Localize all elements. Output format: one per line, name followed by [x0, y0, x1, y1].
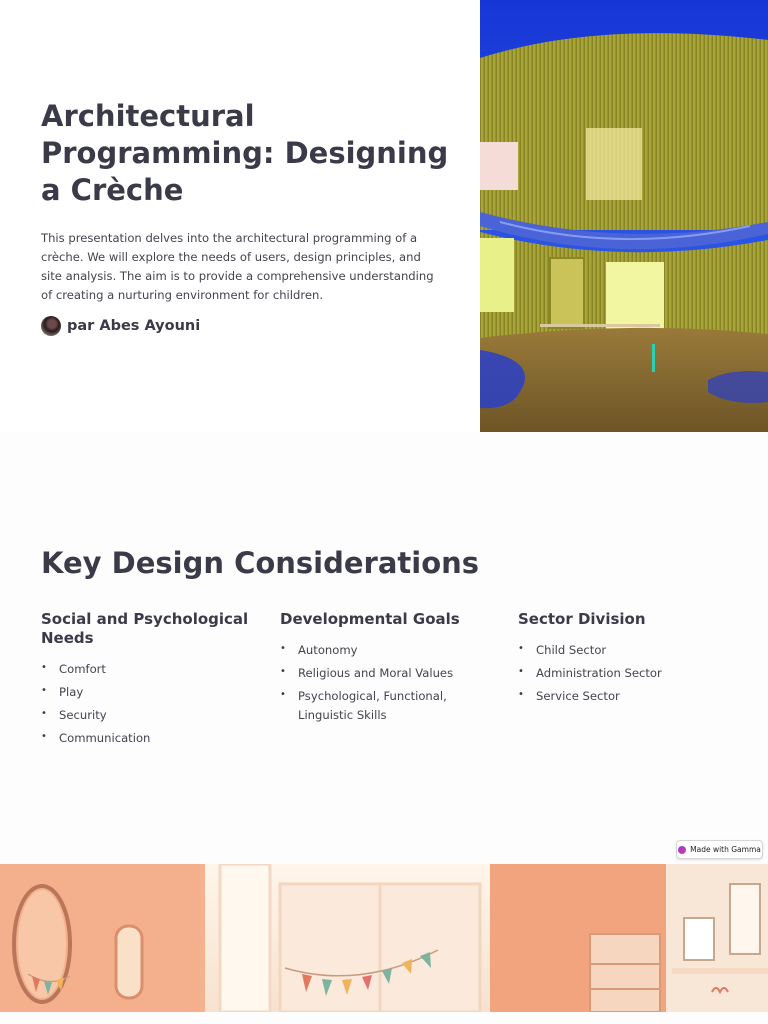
section-title: Key Design Considerations: [41, 546, 480, 580]
list-item: • Psychological, Functional, Linguistic Skills: [280, 687, 500, 725]
column-social-needs: [41, 610, 261, 752]
list-item: • Child Sector: [518, 641, 738, 660]
author-name: par Abes Ayouni: [67, 318, 201, 334]
bullet-list: [41, 660, 261, 748]
nursery-interior-photo: [0, 864, 768, 1012]
nursery-room-illustration: [0, 864, 768, 1012]
title-slide: [0, 0, 768, 432]
column-heading: Social and Psychological Needs: [41, 610, 249, 647]
list-item: • Service Sector: [518, 687, 738, 706]
list-item: • Communication: [41, 729, 261, 748]
badge-label: Made with Gamma: [690, 845, 761, 854]
gamma-logo-icon: [678, 846, 686, 854]
slide-title: Architectural Programming: Designing a Crèche: [41, 99, 449, 207]
author-avatar: [41, 316, 61, 336]
slide-description: This presentation delves into the architectural programming of a crèche. We will explore the needs of users, design principles, and site analysis. The aim is to provide a comprehensive understanding of creating a nurturing environment for children.: [41, 231, 434, 302]
made-with-gamma-badge[interactable]: [676, 840, 763, 859]
list-item: • Administration Sector: [518, 664, 738, 683]
author-line: [41, 316, 200, 336]
column-developmental-goals: [280, 610, 500, 729]
column-heading: Developmental Goals: [280, 610, 460, 628]
page-footer-strip: [0, 1012, 768, 1024]
list-item: • Comfort: [41, 660, 261, 679]
creche-building-photo: [480, 0, 768, 432]
list-item: • Play: [41, 683, 261, 702]
list-item: • Religious and Moral Values: [280, 664, 500, 683]
bullet-list: [280, 641, 500, 725]
bullet-list: [518, 641, 738, 706]
column-sector-division: [518, 610, 738, 710]
creche-building-illustration: [480, 0, 768, 432]
column-heading: Sector Division: [518, 610, 646, 628]
list-item: • Security: [41, 706, 261, 725]
list-item: • Autonomy: [280, 641, 500, 660]
